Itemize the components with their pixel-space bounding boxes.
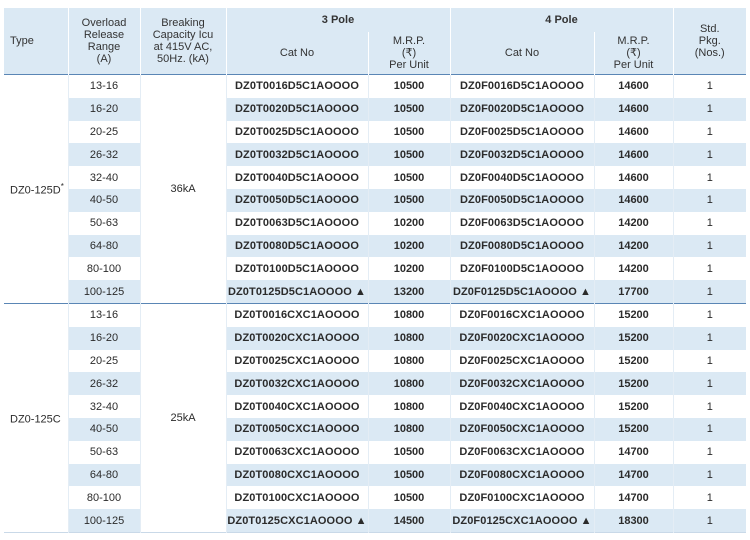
table-row bbox=[4, 98, 746, 121]
header-std-pkg: Std. Pkg. (Nos.) bbox=[673, 8, 746, 75]
cat-no-3p-cell: DZ0T0020D5C1AOOOO bbox=[226, 98, 368, 121]
table-row bbox=[4, 509, 746, 532]
range-cell: 32-40 bbox=[68, 166, 140, 189]
mrp-3p-cell: 10500 bbox=[368, 143, 450, 166]
header-cat-no-4p: Cat No bbox=[450, 32, 594, 75]
range-cell: 26-32 bbox=[68, 143, 140, 166]
header-4-pole: 4 Pole bbox=[450, 8, 673, 32]
table-body bbox=[4, 75, 746, 533]
range-cell: 50-63 bbox=[68, 212, 140, 235]
cat-no-3p-cell: DZ0T0100CXC1AOOOO bbox=[226, 486, 368, 509]
table-row bbox=[4, 235, 746, 258]
pkg-cell: 1 bbox=[673, 418, 746, 441]
range-cell: 100-125 bbox=[68, 509, 140, 532]
mrp-4p-cell: 15200 bbox=[594, 303, 673, 326]
pkg-cell: 1 bbox=[673, 327, 746, 350]
cat-no-4p-cell: DZ0F0020D5C1AOOOO bbox=[450, 98, 594, 121]
mrp-3p-cell: 10800 bbox=[368, 372, 450, 395]
pkg-cell: 1 bbox=[673, 509, 746, 532]
range-cell: 20-25 bbox=[68, 350, 140, 373]
cat-no-4p-cell: DZ0F0080CXC1AOOOO bbox=[450, 464, 594, 487]
range-cell: 64-80 bbox=[68, 235, 140, 258]
table-row bbox=[4, 441, 746, 464]
cat-no-4p-cell: DZ0F0032CXC1AOOOO bbox=[450, 372, 594, 395]
mrp-3p-cell: 10500 bbox=[368, 98, 450, 121]
cat-no-4p-cell: DZ0F0100CXC1AOOOO bbox=[450, 486, 594, 509]
cat-no-3p-cell: DZ0T0050CXC1AOOOO bbox=[226, 418, 368, 441]
pkg-cell: 1 bbox=[673, 212, 746, 235]
price-table-container bbox=[4, 8, 746, 533]
header-breaking-capacity: Breaking Capacity Icu at 415V AC, 50Hz. (kA) bbox=[140, 8, 226, 75]
mrp-4p-cell: 14200 bbox=[594, 235, 673, 258]
cat-no-4p-cell: DZ0F0050D5C1AOOOO bbox=[450, 189, 594, 212]
table-row bbox=[4, 143, 746, 166]
cat-no-3p-cell: DZ0T0050D5C1AOOOO bbox=[226, 189, 368, 212]
table-row bbox=[4, 121, 746, 144]
mrp-4p-cell: 15200 bbox=[594, 395, 673, 418]
range-cell: 80-100 bbox=[68, 257, 140, 280]
mrp-4p-cell: 14700 bbox=[594, 486, 673, 509]
cat-no-4p-cell: DZ0F0025D5C1AOOOO bbox=[450, 121, 594, 144]
table-header bbox=[4, 8, 746, 75]
range-cell: 64-80 bbox=[68, 464, 140, 487]
table-row bbox=[4, 212, 746, 235]
mrp-4p-cell: 14200 bbox=[594, 257, 673, 280]
price-table bbox=[4, 8, 746, 533]
table-row bbox=[4, 372, 746, 395]
mrp-4p-cell: 14600 bbox=[594, 121, 673, 144]
cat-no-3p-cell: DZ0T0080D5C1AOOOO bbox=[226, 235, 368, 258]
pkg-cell: 1 bbox=[673, 486, 746, 509]
cat-no-3p-cell: DZ0T0020CXC1AOOOO bbox=[226, 327, 368, 350]
table-row bbox=[4, 280, 746, 303]
mrp-4p-cell: 15200 bbox=[594, 327, 673, 350]
cat-no-3p-cell: DZ0T0025CXC1AOOOO bbox=[226, 350, 368, 373]
mrp-4p-cell: 17700 bbox=[594, 280, 673, 303]
pkg-cell: 1 bbox=[673, 303, 746, 326]
header-overload: Overload Release Range (A) bbox=[68, 8, 140, 75]
range-cell: 32-40 bbox=[68, 395, 140, 418]
mrp-3p-cell: 10500 bbox=[368, 464, 450, 487]
cat-no-4p-cell: DZ0F0020CXC1AOOOO bbox=[450, 327, 594, 350]
cat-no-4p-cell: DZ0F0100D5C1AOOOO bbox=[450, 257, 594, 280]
mrp-3p-cell: 10200 bbox=[368, 257, 450, 280]
range-cell: 40-50 bbox=[68, 418, 140, 441]
mrp-4p-cell: 18300 bbox=[594, 509, 673, 532]
header-3-pole: 3 Pole bbox=[226, 8, 450, 32]
cat-no-3p-cell: DZ0T0125CXC1AOOOO ▲ bbox=[226, 509, 368, 532]
table-row bbox=[4, 189, 746, 212]
pkg-cell: 1 bbox=[673, 395, 746, 418]
table-row bbox=[4, 464, 746, 487]
cat-no-4p-cell: DZ0F0080D5C1AOOOO bbox=[450, 235, 594, 258]
cat-no-3p-cell: DZ0T0080CXC1AOOOO bbox=[226, 464, 368, 487]
pkg-cell: 1 bbox=[673, 464, 746, 487]
cat-no-3p-cell: DZ0T0032D5C1AOOOO bbox=[226, 143, 368, 166]
cat-no-3p-cell: DZ0T0032CXC1AOOOO bbox=[226, 372, 368, 395]
mrp-3p-cell: 10800 bbox=[368, 303, 450, 326]
header-mrp-4p: M.R.P. (₹) Per Unit bbox=[594, 32, 673, 75]
range-cell: 26-32 bbox=[68, 372, 140, 395]
range-cell: 50-63 bbox=[68, 441, 140, 464]
pkg-cell: 1 bbox=[673, 280, 746, 303]
pkg-cell: 1 bbox=[673, 98, 746, 121]
cat-no-3p-cell: DZ0T0016D5C1AOOOO bbox=[226, 75, 368, 98]
mrp-4p-cell: 14700 bbox=[594, 464, 673, 487]
mrp-4p-cell: 14700 bbox=[594, 441, 673, 464]
mrp-4p-cell: 14200 bbox=[594, 212, 673, 235]
cat-no-4p-cell: DZ0F0032D5C1AOOOO bbox=[450, 143, 594, 166]
mrp-4p-cell: 14600 bbox=[594, 166, 673, 189]
range-cell: 13-16 bbox=[68, 303, 140, 326]
range-cell: 16-20 bbox=[68, 327, 140, 350]
mrp-3p-cell: 10500 bbox=[368, 441, 450, 464]
cat-no-4p-cell: DZ0F0040CXC1AOOOO bbox=[450, 395, 594, 418]
pkg-cell: 1 bbox=[673, 235, 746, 258]
table-row bbox=[4, 327, 746, 350]
cat-no-3p-cell: DZ0T0125D5C1AOOOO ▲ bbox=[226, 280, 368, 303]
table-row bbox=[4, 75, 746, 98]
table-row bbox=[4, 350, 746, 373]
mrp-3p-cell: 10800 bbox=[368, 350, 450, 373]
cat-no-3p-cell: DZ0T0063D5C1AOOOO bbox=[226, 212, 368, 235]
pkg-cell: 1 bbox=[673, 257, 746, 280]
table-row bbox=[4, 257, 746, 280]
mrp-3p-cell: 10500 bbox=[368, 75, 450, 98]
mrp-3p-cell: 10200 bbox=[368, 235, 450, 258]
mrp-4p-cell: 14600 bbox=[594, 75, 673, 98]
table-row bbox=[4, 303, 746, 326]
cat-no-4p-cell: DZ0F0040D5C1AOOOO bbox=[450, 166, 594, 189]
cat-no-3p-cell: DZ0T0025D5C1AOOOO bbox=[226, 121, 368, 144]
cat-no-3p-cell: DZ0T0040CXC1AOOOO bbox=[226, 395, 368, 418]
range-cell: 16-20 bbox=[68, 98, 140, 121]
cat-no-4p-cell: DZ0F0063D5C1AOOOO bbox=[450, 212, 594, 235]
mrp-3p-cell: 10200 bbox=[368, 212, 450, 235]
capacity-cell: 25kA bbox=[140, 303, 226, 532]
table-row bbox=[4, 486, 746, 509]
range-cell: 40-50 bbox=[68, 189, 140, 212]
cat-no-4p-cell: DZ0F0125D5C1AOOOO ▲ bbox=[450, 280, 594, 303]
pkg-cell: 1 bbox=[673, 121, 746, 144]
mrp-4p-cell: 15200 bbox=[594, 418, 673, 441]
cat-no-4p-cell: DZ0F0050CXC1AOOOO bbox=[450, 418, 594, 441]
series-type-cell: DZ0-125D* bbox=[4, 75, 68, 304]
mrp-3p-cell: 10500 bbox=[368, 189, 450, 212]
mrp-4p-cell: 15200 bbox=[594, 372, 673, 395]
mrp-3p-cell: 13200 bbox=[368, 280, 450, 303]
cat-no-3p-cell: DZ0T0100D5C1AOOOO bbox=[226, 257, 368, 280]
pkg-cell: 1 bbox=[673, 350, 746, 373]
table-row bbox=[4, 166, 746, 189]
series-type-cell: DZ0-125C bbox=[4, 303, 68, 532]
table-row bbox=[4, 418, 746, 441]
cat-no-3p-cell: DZ0T0016CXC1AOOOO bbox=[226, 303, 368, 326]
header-mrp-3p: M.R.P. (₹) Per Unit bbox=[368, 32, 450, 75]
mrp-4p-cell: 14600 bbox=[594, 189, 673, 212]
range-cell: 100-125 bbox=[68, 280, 140, 303]
mrp-3p-cell: 10500 bbox=[368, 486, 450, 509]
cat-no-4p-cell: DZ0F0125CXC1AOOOO ▲ bbox=[450, 509, 594, 532]
mrp-3p-cell: 14500 bbox=[368, 509, 450, 532]
pkg-cell: 1 bbox=[673, 372, 746, 395]
cat-no-3p-cell: DZ0T0040D5C1AOOOO bbox=[226, 166, 368, 189]
mrp-4p-cell: 14600 bbox=[594, 98, 673, 121]
pkg-cell: 1 bbox=[673, 189, 746, 212]
cat-no-4p-cell: DZ0F0016D5C1AOOOO bbox=[450, 75, 594, 98]
range-cell: 13-16 bbox=[68, 75, 140, 98]
range-cell: 20-25 bbox=[68, 121, 140, 144]
pkg-cell: 1 bbox=[673, 166, 746, 189]
range-cell: 80-100 bbox=[68, 486, 140, 509]
pkg-cell: 1 bbox=[673, 441, 746, 464]
pkg-cell: 1 bbox=[673, 75, 746, 98]
mrp-3p-cell: 10500 bbox=[368, 121, 450, 144]
mrp-4p-cell: 15200 bbox=[594, 350, 673, 373]
mrp-3p-cell: 10800 bbox=[368, 327, 450, 350]
mrp-3p-cell: 10800 bbox=[368, 395, 450, 418]
cat-no-4p-cell: DZ0F0063CXC1AOOOO bbox=[450, 441, 594, 464]
capacity-cell: 36kA bbox=[140, 75, 226, 304]
cat-no-4p-cell: DZ0F0016CXC1AOOOO bbox=[450, 303, 594, 326]
mrp-3p-cell: 10500 bbox=[368, 166, 450, 189]
header-cat-no-3p: Cat No bbox=[226, 32, 368, 75]
header-type: Type bbox=[4, 8, 68, 75]
cat-no-3p-cell: DZ0T0063CXC1AOOOO bbox=[226, 441, 368, 464]
pkg-cell: 1 bbox=[673, 143, 746, 166]
mrp-3p-cell: 10800 bbox=[368, 418, 450, 441]
table-row bbox=[4, 395, 746, 418]
mrp-4p-cell: 14600 bbox=[594, 143, 673, 166]
cat-no-4p-cell: DZ0F0025CXC1AOOOO bbox=[450, 350, 594, 373]
